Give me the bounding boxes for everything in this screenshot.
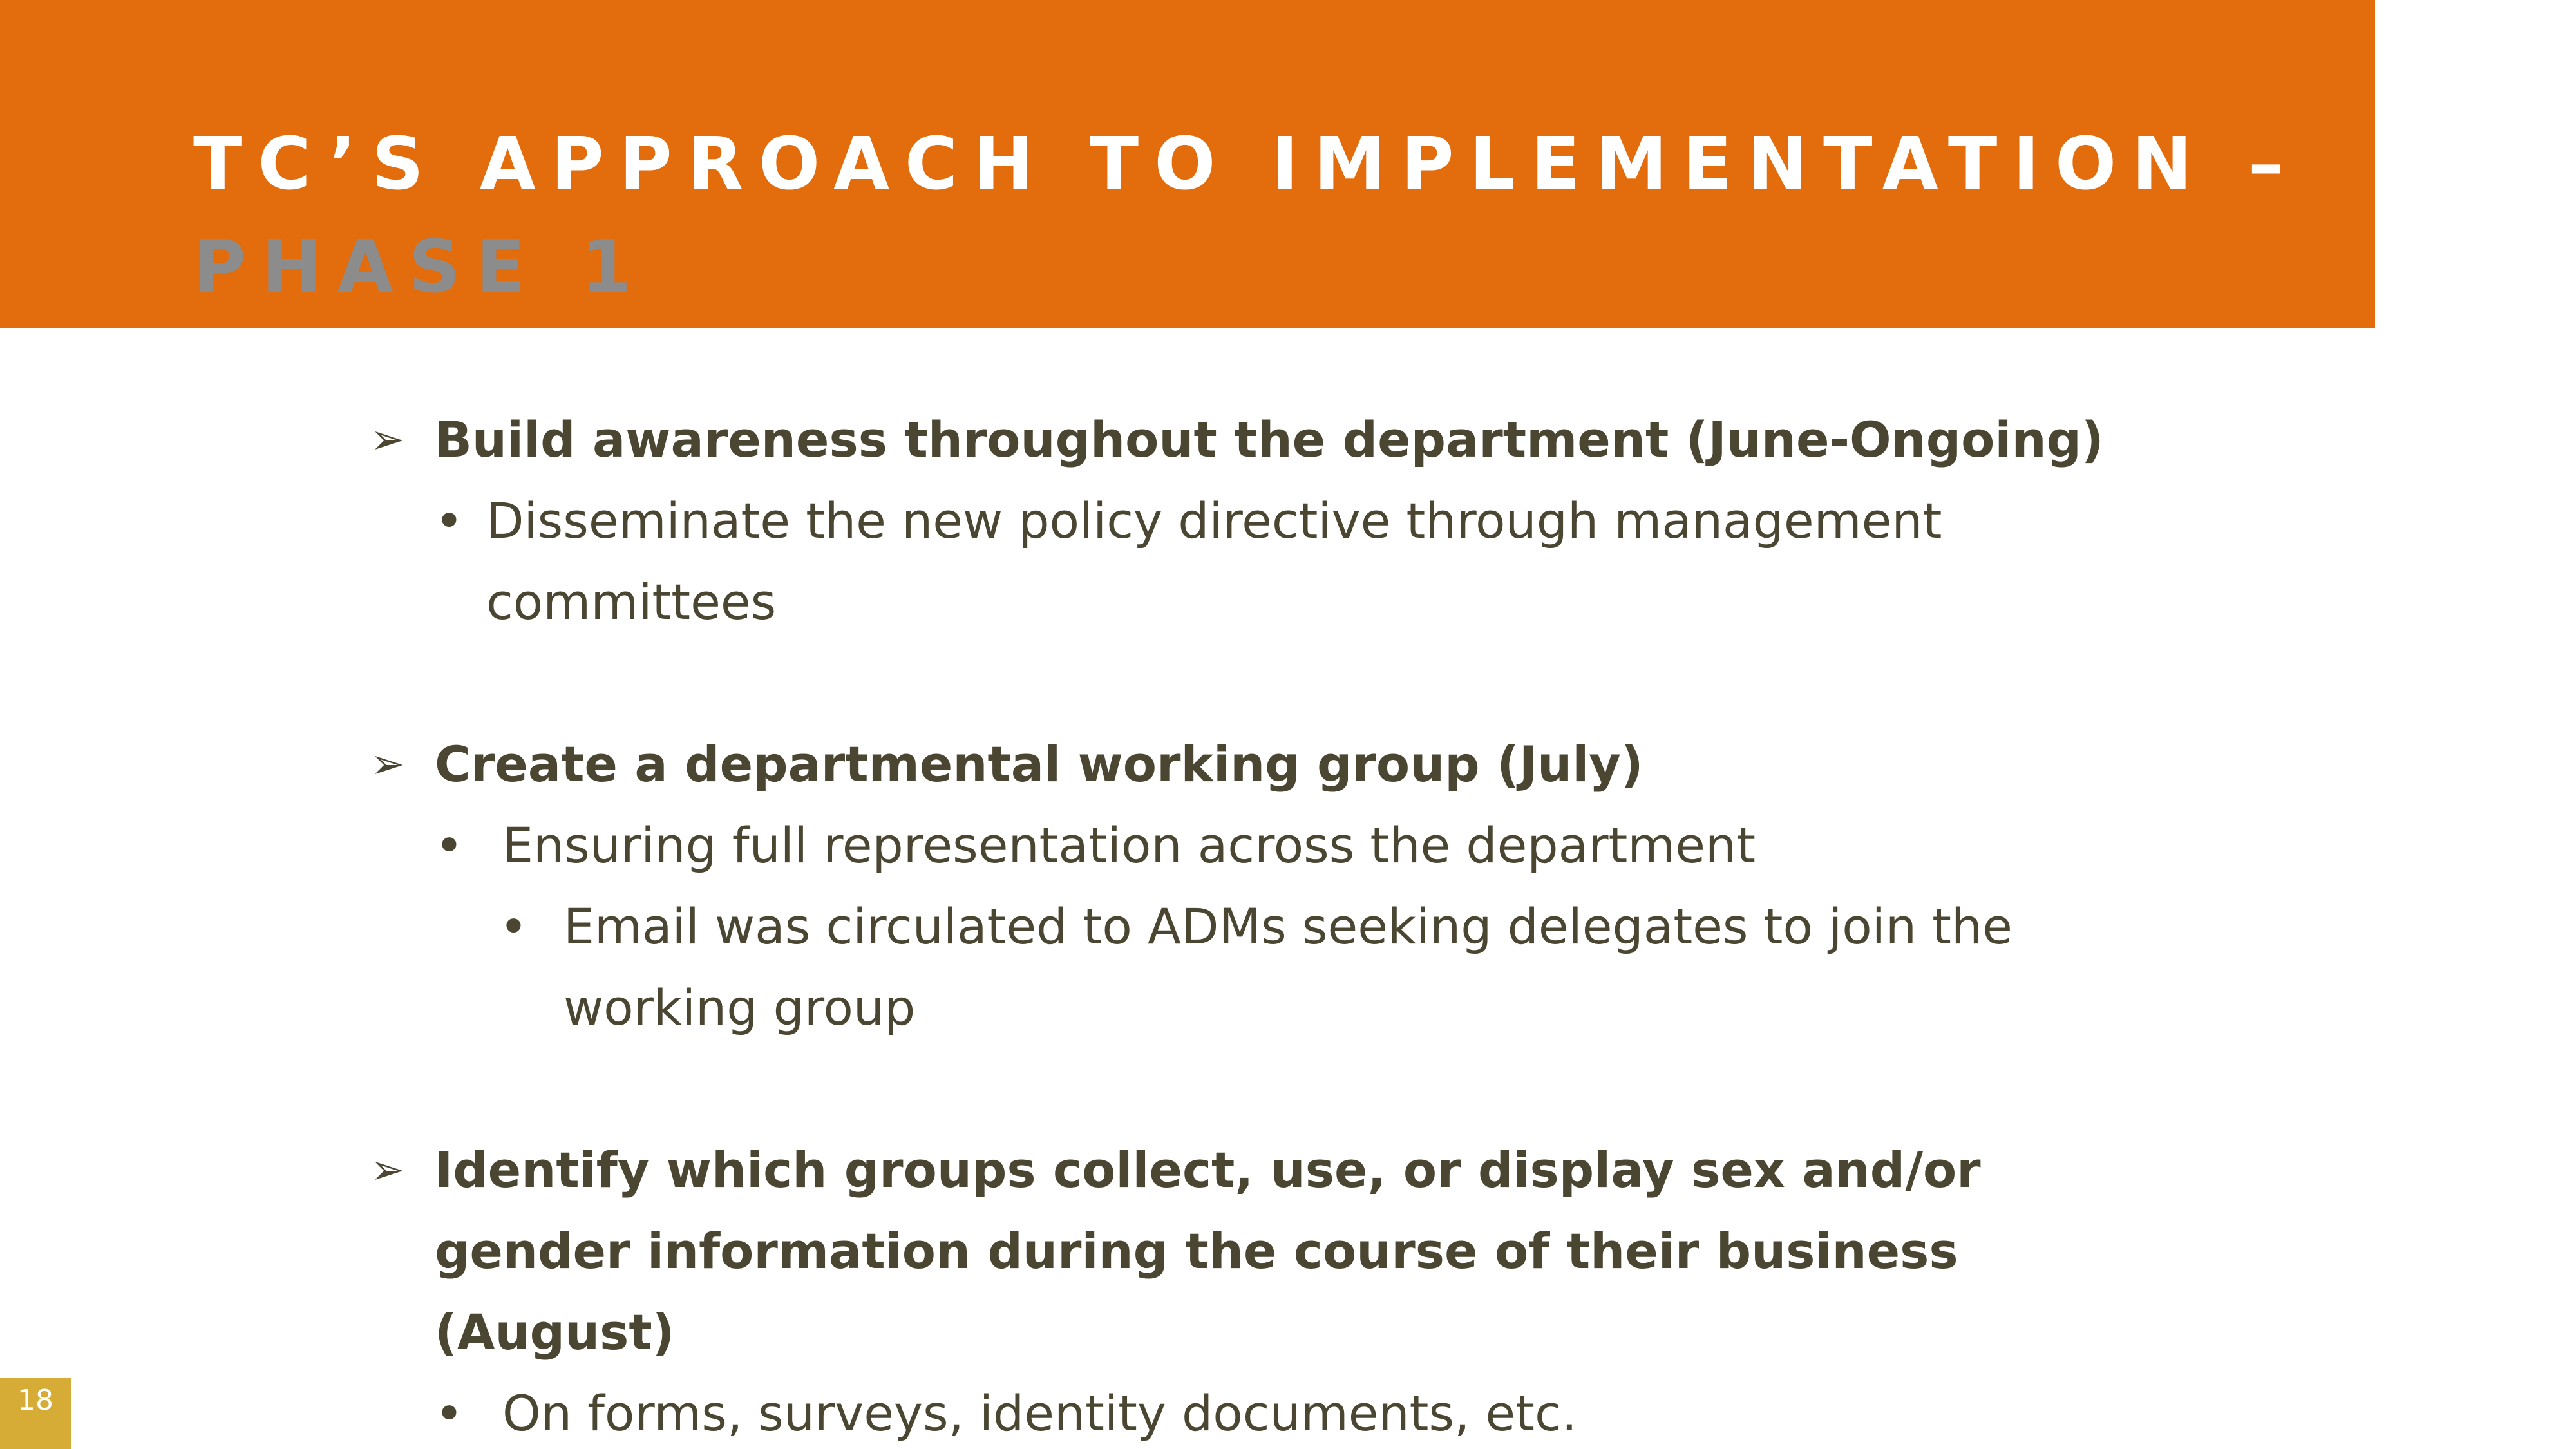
section-heading-text: Build awareness throughout the department (June-Ongoing) (435, 411, 2104, 468)
section-heading-text: Create a departmental working group (July) (435, 735, 1643, 793)
bullet-text: Ensuring full representation across the department (502, 817, 1756, 874)
section-heading-text: Identify which groups collect, use, or display sex and/or gender information during the course of their business (August) (435, 1141, 1981, 1361)
spacer (370, 1048, 2238, 1130)
bullet-item (370, 805, 2238, 886)
slide-title-line2: PHASE 1 (193, 225, 647, 309)
section-heading-working-group (370, 724, 2238, 805)
arrow-bullet-icon: ➢ (370, 741, 405, 788)
slide-content (370, 399, 2238, 1449)
page-number: 18 (17, 1384, 53, 1417)
bullet-icon: • (435, 492, 464, 549)
spacer (370, 643, 2238, 724)
bullet-icon: • (499, 898, 528, 955)
slide-title (193, 113, 2318, 319)
bullet-text: Disseminate the new policy directive through management committees (486, 492, 1942, 630)
section-heading-awareness (370, 399, 2238, 480)
page-number-badge (0, 1378, 71, 1449)
bullet-item (370, 480, 2238, 643)
sub-bullet-item (370, 886, 2186, 1048)
bullet-text: On forms, surveys, identity documents, etc. (502, 1385, 1577, 1442)
bullet-icon: • (435, 1385, 464, 1442)
arrow-bullet-icon: ➢ (370, 416, 405, 464)
section-heading-identify-groups (370, 1130, 2058, 1373)
slide-title-line1: TC’S APPROACH TO IMPLEMENTATION – (193, 122, 2300, 206)
bullet-item (370, 1373, 2238, 1449)
sub-bullet-text: Email was circulated to ADMs seeking delegates to join the working group (564, 898, 2012, 1036)
bullet-icon: • (435, 817, 464, 874)
arrow-bullet-icon: ➢ (370, 1146, 405, 1194)
